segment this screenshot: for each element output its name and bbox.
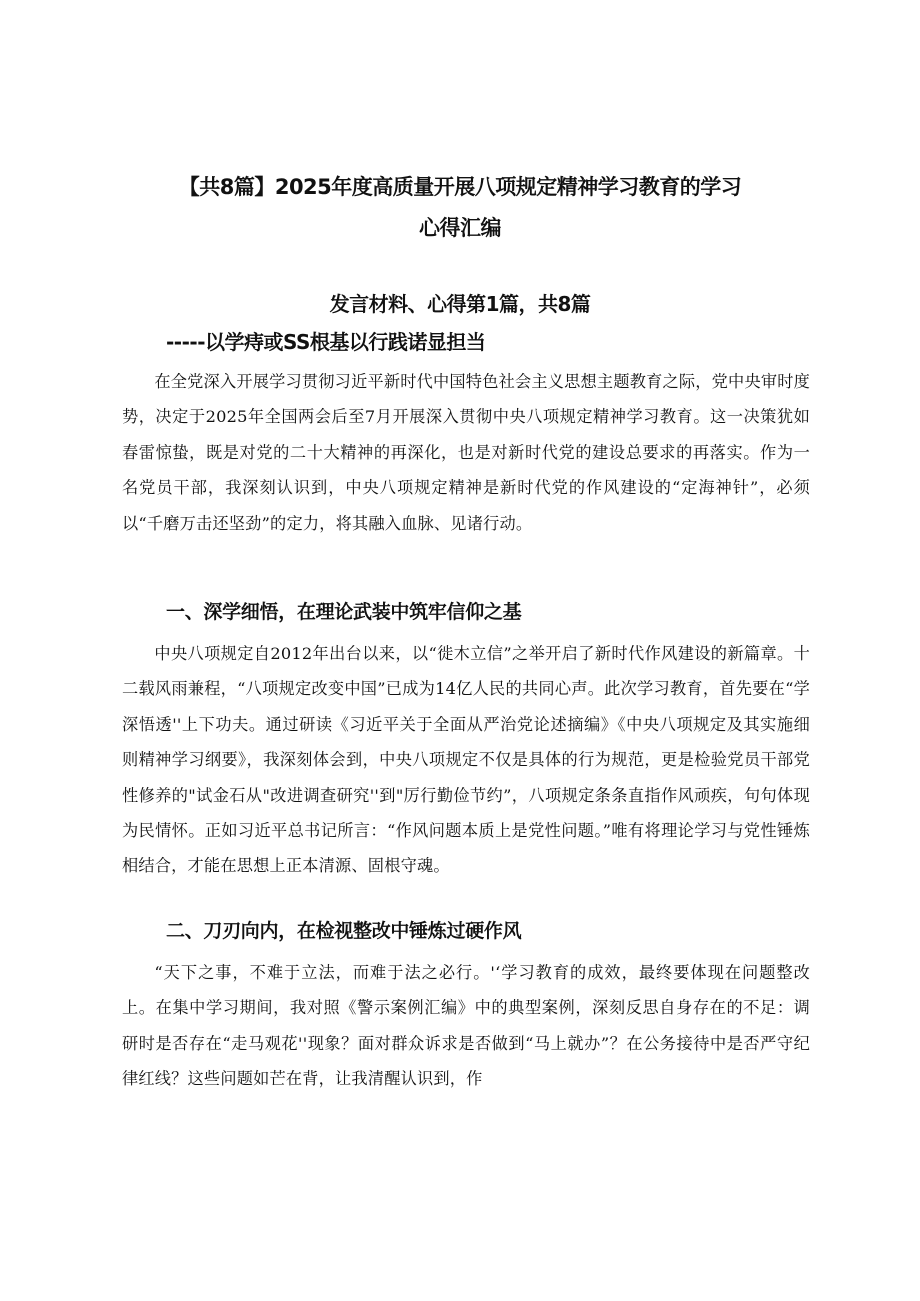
body-paragraph-3: “天下之事，不难于立法，而难于法之必行。'‘学习教育的成效，最终要体现在问题整改上。在集中学习期间，我对照《警示案例汇编》中的典型案例，深刻反思自身存在的不足：调研时是否存在“走马观花''现象？面对群众诉求是否做到“马上就办”？在公务接待中是否严守纪律红线？这些问题如芒在背，让我清醒认识到，作 [122, 963, 810, 1089]
section-heading-1: 一、深学细悟，在理论武装中筑牢信仰之基 [166, 601, 522, 623]
section-subtitle: 发言材料、心得第1篇，共8篇 [329, 292, 591, 316]
body-paragraph-intro: 在全党深入开展学习贯彻习近平新时代中国特色社会主义思想主题教育之际，党中央审时度势，决定于2025年全国两会后至7月开展深入贯彻中央八项规定精神学习教育。这一决策犹如春雷惊蛰，既是对党的二十大精神的再深化，也是对新时代党的建设总要求的再落实。作为一名党员干部，我深刻认识到，中央八项规定精神是新时代党的作风建设的“定海神针”，必须以“千磨万击还坚劲”的定力，将其融入血脉、见诸行动。 [122, 372, 810, 533]
section-heading-2: 二、刀刃向内，在检视整改中锤炼过硬作风 [166, 920, 522, 942]
document-title-line-1: 【共8篇】2025年度高质量开展八项规定精神学习教育的学习 [178, 175, 742, 199]
body-paragraph-2: 中央八项规定自2012年出台以来，以“徙木立信”之举开启了新时代作风建设的新篇章。十二载风雨兼程，“八项规定改变中国”已成为14亿人民的共同心声。此次学习教育，首先要在“学深悟透''上下功夫。通过研读《习近平关于全面从严治党论述摘编》《中央八项规定及其实施细则精神学习纲要》，我深刻体会到，中央八项规定不仅是具体的行为规范，更是检验党员干部党性修养的"试金石从"改进调查研究''到"厉行勤俭节约”，八项规定条条直指作风顽疾，句句体现为民情怀。正如习近平总书记所言：“作风问题本质上是党性问题。”唯有将理论学习与党性锤炼相结合，才能在思想上正本清源、固根守魂。 [122, 644, 810, 876]
document-title-line-2: 心得汇编 [419, 216, 501, 240]
section-tagline: -----以学痔或SS根基以行践诺显担当 [166, 330, 486, 354]
